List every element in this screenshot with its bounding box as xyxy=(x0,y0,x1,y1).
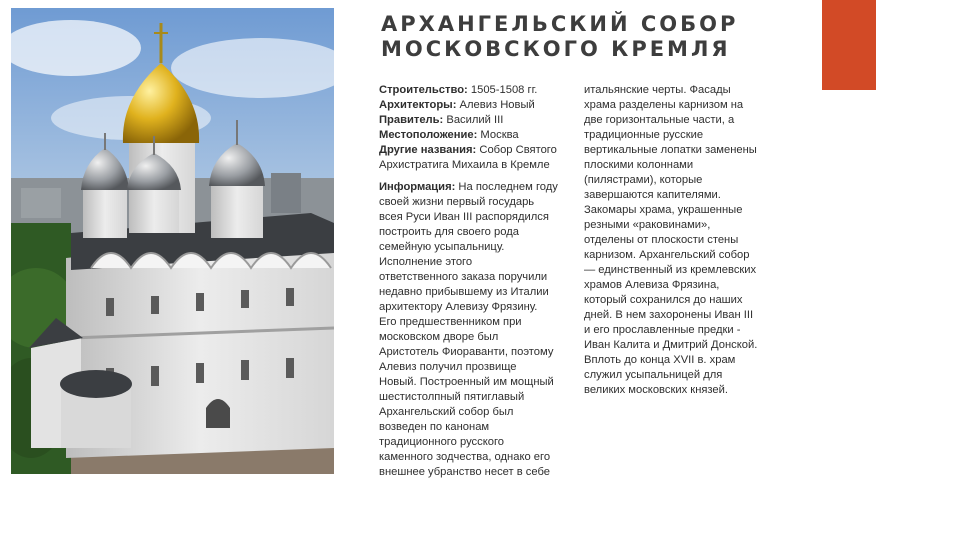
fact-value: Собор Святого xyxy=(476,144,557,156)
text-line: храмов Алевиза Фрязина, xyxy=(584,279,720,291)
text-line: традиционные русские xyxy=(584,129,704,141)
text-line: архитектору Алевизу Фрязину. xyxy=(379,301,538,313)
text-line: Закомары храма, украшенные xyxy=(584,204,743,216)
text-line: который сохранился до наших xyxy=(584,294,743,306)
text-line: великих московских князей. xyxy=(584,384,729,396)
fact-construction xyxy=(379,83,577,98)
text-line: шестистолпный пятиглавый xyxy=(379,391,525,403)
text-line: традиционного русского xyxy=(379,436,505,448)
text-line: завершаются капителями. xyxy=(584,189,721,201)
text-line: две горизонтальные части, а xyxy=(584,114,735,126)
text-line: вертикальные лопатки заменены xyxy=(584,144,757,156)
text-line: каменного зодчества, однако его xyxy=(379,451,551,463)
fact-value: Василий III xyxy=(443,114,504,126)
fact-value: 1505-1508 гг. xyxy=(467,84,538,96)
text-line: Иван Калита и Дмитрий Донской. xyxy=(584,339,758,351)
slide-title xyxy=(381,12,801,62)
text-line: Вплоть до конца XVII в. храм xyxy=(584,354,736,366)
text-line: итальянские черты. Фасады xyxy=(584,84,731,96)
text-line: служил усыпальницей для xyxy=(584,369,723,381)
cathedral-photo xyxy=(11,8,334,474)
fact-value: Москва xyxy=(477,129,519,141)
fact-label: Архитекторы: xyxy=(379,99,457,111)
text-line: Архангельский собор был xyxy=(379,406,514,418)
fact-label: Строительство: xyxy=(379,84,468,96)
fact-architects xyxy=(379,98,577,113)
info-right-lines xyxy=(584,83,784,398)
text-line: недавно прибывшему из Италии xyxy=(379,286,549,298)
text-line: московском дворе был xyxy=(379,331,499,343)
text-line: карнизом. Архангельский собор xyxy=(584,249,750,261)
text-line: ответственного заказа поручили xyxy=(379,271,548,283)
info-heading xyxy=(379,180,577,195)
text-line: (пилястрами), которые xyxy=(584,174,703,186)
fact-location xyxy=(379,128,577,143)
text-line: — единственный из кремлевских xyxy=(584,264,757,276)
text-line: резными «раковинами», xyxy=(584,219,711,231)
text-line: Исполнение этого xyxy=(379,256,473,268)
text-line: и его прославленные предки - xyxy=(584,324,741,336)
text-line: семейную усыпальницу. xyxy=(379,241,505,253)
title-line-1: АРХАНГЕЛЬСКИЙ СОБОР xyxy=(381,12,739,36)
text-line: Новый. Построенный им мощный xyxy=(379,376,554,388)
text-line: отделены от плоскости стены xyxy=(584,234,739,246)
text-line: внешнее убранство несет в себе xyxy=(379,466,550,478)
text-line: Его предшественником при xyxy=(379,316,522,328)
fact-other-names-cont: Архистратига Михаила в Кремле xyxy=(379,159,550,171)
title-line-2: МОСКОВСКОГО КРЕМЛЯ xyxy=(381,37,731,61)
fact-value: Алевиз Новый xyxy=(456,99,535,111)
text-line: возведен по канонам xyxy=(379,421,490,433)
text-line: плоскими колоннами xyxy=(584,159,694,171)
fact-ruler xyxy=(379,113,577,128)
fact-label: Правитель: xyxy=(379,114,444,126)
info-first-value: На последнем году xyxy=(455,181,558,193)
text-line: храма разделены карнизом на xyxy=(584,99,744,111)
spacer xyxy=(379,173,577,180)
info-left-lines xyxy=(379,195,577,480)
text-column-left xyxy=(379,83,577,480)
text-line: дней. В нем захоронены Иван III xyxy=(584,309,754,321)
fact-other-names xyxy=(379,143,577,158)
text-line: Аристотель Фиораванти, поэтому xyxy=(379,346,554,358)
info-label: Информация: xyxy=(379,181,456,193)
fact-label: Другие названия: xyxy=(379,144,477,156)
text-column-right xyxy=(584,83,784,398)
fact-label: Местоположение: xyxy=(379,129,478,141)
text-line: своей жизни первый государь xyxy=(379,196,535,208)
accent-block xyxy=(822,0,876,90)
text-line: всея Руси Иван III распорядился xyxy=(379,211,549,223)
text-line: построить для своего рода xyxy=(379,226,519,238)
text-line: Алевиз получил прозвище xyxy=(379,361,517,373)
